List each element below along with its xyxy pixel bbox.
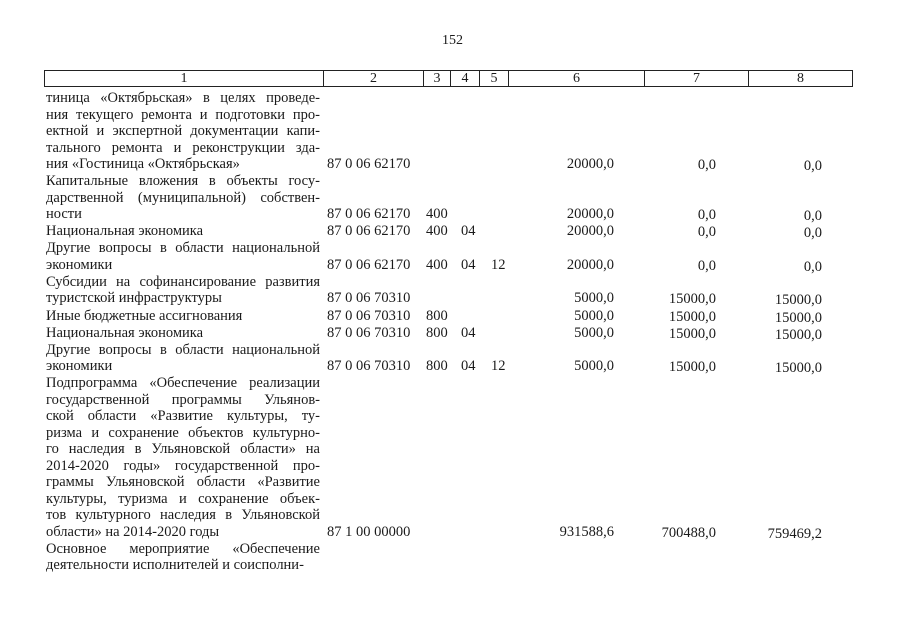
target-article-code: 87 0 06 62170 [327,256,411,273]
table-row [0,308,905,325]
amount-year-1: 931588,6 [559,523,614,540]
description-line: ния текущего ремонта и подготовки про- [46,106,320,123]
page-number: 152 [442,33,463,48]
amount-year-2: 0,0 [697,224,716,241]
table-row [0,240,905,273]
amount-year-1: 20000,0 [566,206,614,223]
description-line: туристской инфраструктуры [46,290,222,307]
amount-year-3: 15000,0 [774,292,822,309]
description-line: ской области «Развитие культуры, ту- [46,408,320,425]
column-header: 8 [749,71,853,87]
section-code: 04 [461,223,476,240]
section-code: 04 [461,256,476,273]
table-row [0,223,905,240]
amount-year-1: 20000,0 [566,223,614,240]
amount-year-3: 0,0 [803,225,822,242]
table-row [0,342,905,375]
amount-year-3: 0,0 [803,158,822,174]
amount-year-2: 700488,0 [661,524,716,541]
description-line: Субсидии на софинансирование развития [46,273,320,290]
description-line: Другие вопросы в области национальной [46,341,320,358]
subsection-code: 12 [491,256,506,273]
target-article-code: 87 0 06 70310 [327,358,411,375]
description-line: тального ремонта и реконструкции зда- [46,139,320,156]
row-description [46,375,320,540]
column-header: 7 [645,71,749,87]
column-header: 2 [324,71,424,87]
row-description [46,90,320,173]
amount-year-2: 0,0 [697,207,716,224]
amount-year-3: 15000,0 [774,360,822,377]
description-line: государственной программы Ульянов- [46,391,320,408]
amount-year-2: 0,0 [697,257,716,274]
amount-year-1: 5000,0 [574,358,614,375]
description-line: экономики [46,256,113,273]
column-header: 3 [424,71,451,87]
amount-year-1: 5000,0 [574,290,614,307]
expense-type-code: 400 [426,256,448,273]
table-row [0,541,905,574]
target-article-code: 87 0 06 62170 [327,206,411,223]
row-description [46,240,320,273]
description-line: дарственной (муниципальной) собствен- [46,189,320,206]
column-header: 4 [451,71,480,87]
description-line: ния «Гостиница «Октябрьская» [46,156,240,172]
description-line: тов культурного наследия в Ульяновской [46,507,320,524]
amount-year-3: 0,0 [803,208,822,225]
description-line: го наследия в Ульяновской области» на [46,441,320,458]
table-row [0,90,905,173]
description-line: граммы Ульяновской области «Развитие [46,474,320,491]
expense-type-code: 800 [426,324,448,341]
description-line: Другие вопросы в области национальной [46,240,320,257]
description-line: Основное мероприятие «Обеспечение [46,540,320,557]
amount-year-2: 15000,0 [668,359,716,376]
amount-year-3: 15000,0 [774,309,822,326]
description-line: ризма и сохранение объектов культурно- [46,424,320,441]
table-row [0,274,905,307]
target-article-code: 87 0 06 70310 [327,307,411,324]
description-line: экономики [46,358,113,375]
section-code: 04 [461,324,476,341]
column-header: 6 [509,71,645,87]
description-line: Национальная экономика [46,223,204,240]
description-line: Национальная экономика [46,324,204,341]
amount-year-2: 15000,0 [668,325,716,342]
description-line: деятельности исполнителей и соисполни- [46,557,304,574]
target-article-code: 87 0 06 62170 [327,156,411,172]
amount-year-1: 5000,0 [574,324,614,341]
table-row [0,173,905,223]
table-row [0,375,905,540]
description-line: области» на 2014-2020 годы [46,523,220,540]
row-description [46,173,320,223]
amount-year-2: 0,0 [697,157,716,173]
description-line: ности [46,206,82,223]
description-line: тиница «Октябрьская» в целях проведе- [46,90,320,106]
description-line: культуры, туризма и сохранение объек- [46,490,320,507]
row-description [46,541,320,574]
description-line: Подпрограмма «Обеспечение реализации [46,375,320,392]
row-description [46,342,320,375]
amount-year-1: 20000,0 [566,256,614,273]
expense-type-code: 800 [426,358,448,375]
table-row [0,325,905,342]
amount-year-1: 5000,0 [574,307,614,324]
amount-year-2: 15000,0 [668,308,716,325]
column-header-row [44,70,853,87]
row-description [46,223,320,240]
expense-type-code: 400 [426,223,448,240]
amount-year-2: 15000,0 [668,291,716,308]
amount-year-3: 759469,2 [767,525,822,542]
amount-year-1: 20000,0 [566,156,614,172]
expense-type-code: 400 [426,206,448,223]
column-header: 5 [480,71,509,87]
row-description [46,325,320,342]
expense-type-code: 800 [426,307,448,324]
section-code: 04 [461,358,476,375]
description-line: ектной и экспертной документации капи- [46,123,320,139]
column-header: 1 [45,71,324,87]
description-line: 2014-2020 годы» государственной про- [46,457,320,474]
amount-year-3: 15000,0 [774,326,822,343]
target-article-code: 87 0 06 70310 [327,324,411,341]
row-description [46,274,320,307]
amount-year-3: 0,0 [803,258,822,275]
subsection-code: 12 [491,358,506,375]
target-article-code: 87 1 00 00000 [327,523,411,540]
target-article-code: 87 0 06 62170 [327,223,411,240]
description-line: Иные бюджетные ассигнования [46,307,243,324]
target-article-code: 87 0 06 70310 [327,290,411,307]
row-description [46,308,320,325]
description-line: Капитальные вложения в объекты госу- [46,173,320,190]
